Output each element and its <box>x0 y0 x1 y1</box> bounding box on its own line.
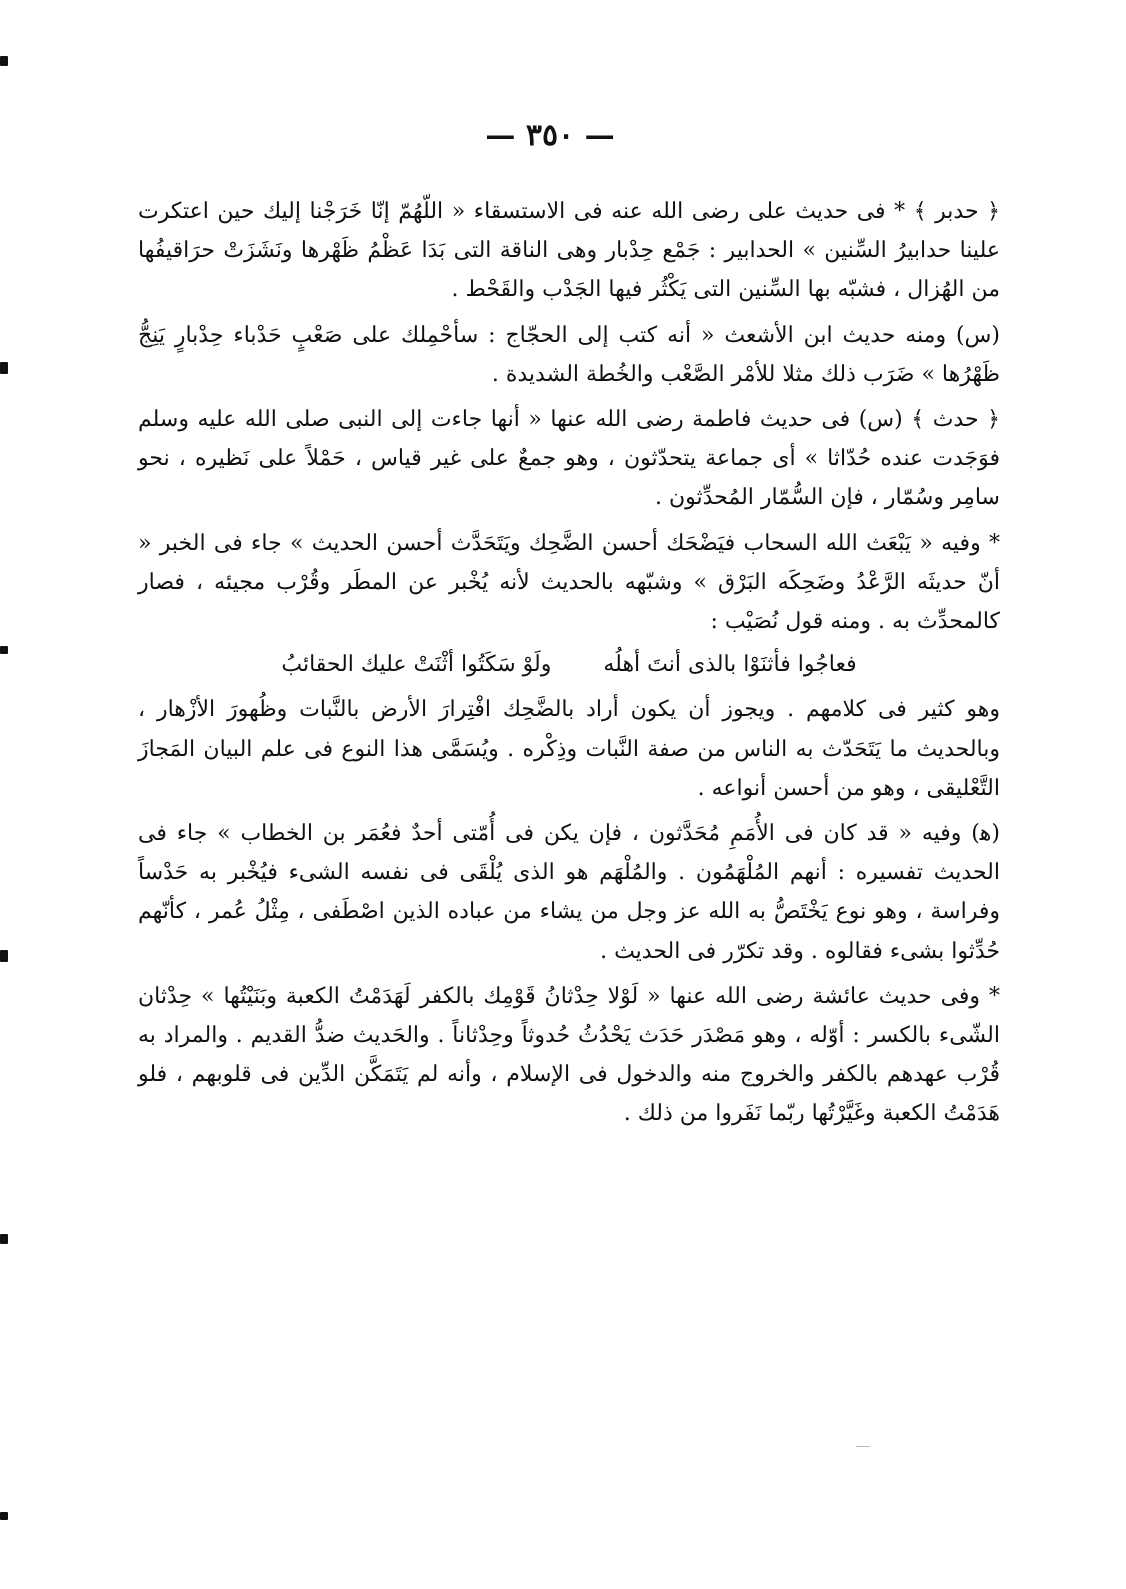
entry-hadath: ﴿ حدث ﴾ (س) فى حديث فاطمة رضى الله عنها « أنها جاءت إلى النبى صلى الله عليه وسلم فوَجَدت عنده حُدّاثا » أى جماعة يتحدّثون ، وهو جمعٌ على غير قياس ، حَمْلاً على نَظيره ، نحو سامِر وسُمّار ، فإن السُّمّار المُحدِّثون . <box>138 407 1000 511</box>
binding-mark <box>0 646 8 654</box>
binding-mark <box>0 1234 8 1244</box>
body-text <box>138 192 1000 1134</box>
binding-mark <box>0 56 8 66</box>
footer-mark <box>856 1446 870 1447</box>
binding-mark <box>0 1512 8 1520</box>
binding-mark <box>0 362 8 374</box>
poem-verse <box>138 645 1000 684</box>
binding-mark <box>0 950 8 962</box>
entry-ibn-al-ashath: (س) ومنه حديث ابن الأشعث « أنه كتب إلى الحجّاج : سأحْمِلك على صَعْبٍ حَدْباء حِدْبارٍ يَنِجُّ ظَهْرُها » ضَرَب ذلك مثلا للأمْر الصَّعْب والخُطة الشديدة . <box>138 322 1000 387</box>
entry-hadbar: ﴿ حدبر ﴾ * فى حديث على رضى الله عنه فى الاستسقاء « اللّهُمّ إنّا خَرَجْنا إليك حين اعتكرت علينا حدابيرُ السِّنين » الحدابير : جَمْع حِدْبار وهى الناقة التى بَدَا عَظْمُ ظَهْرها ونَشَزَتْ حرَاقيفُها من الهُزال ، فشبّه بها السِّنين التى يَكْثُر فيها الجَدْب والقَحْط . <box>138 199 1000 303</box>
poem-hemistich-right: فعاجُوا فأثنَوْا بالذى أنتَ أهلُه <box>603 652 857 678</box>
entry-hidthan: * وفى حديث عائشة رضى الله عنها « لَوْلا حِدْثانُ قَوْمِك بالكفر لَهَدَمْتُ الكعبة وبَنَيْتُها » حِدْثان الشّىء بالكسر : أوّله ، وهو مَصْدَر حَدَث يَحْدُثُ حُدوثاً وحِدْثاناً . والحَديث ضدُّ القديم . والمراد به قُرْب عهدهم بالكفر والخروج منه والدخول فى الإسلام ، وأنه لم يَتَمَكَّن الدِّين فى قلوبهم ، فلو هَدَمْتُ الكعبة وغَيَّرْتُها ربّما نَفَروا من ذلك . <box>138 983 1000 1127</box>
entry-laughter-explanation: وهو كثير فى كلامهم . ويجوز أن يكون أراد بالضَّحِك افْتِرارَ الأرض بالنَّبات وظُهورَ الأزْهار ، وبالحديث ما يَتَحَدّث به الناس من صفة النَّبات وذِكْره . ويُسَمَّى هذا النوع فى علم البيان المَجازَ التَّعْليقى ، وهو من أحسن أنواعه . <box>138 697 1000 801</box>
poem-hemistich-left: ولَوْ سَكَتُوا أثْنَتْ عليك الحقائبُ <box>281 652 552 678</box>
entry-muhaddathun: (ﻫ) وفيه « قد كان فى الأُمَمِ مُحَدَّثون ، فإن يكن فى أُمّتى أحدٌ فعُمَر بن الخطاب » جاء فى الحديث تفسيره : أنهم المُلْهَمُون . والمُلْهَم هو الذى يُلْقَى فى نفسه الشىء فيُخْبر به حَدْساً وفراسة ، وهو نوع يَخْتَصُّ به الله عز وجل من يشاء من عباده الذين اصْطَفى ، مِثْلُ عُمر ، كأنّهم حُدِّثوا بشىء فقالوه . وقد تكرّر فى الحديث . <box>138 821 1000 964</box>
page-number: — ٣٥٠ — <box>485 118 615 153</box>
entry-clouds-laugh: * وفيه « يَبْعَث الله السحاب فيَضْحَك أحسن الضَّحِك ويَتَحَدَّث أحسن الحديث » جاء فى الخبر « أنّ حديثَه الرَّعْدُ وضَحِكَه البَرْق » وشبّهه بالحديث لأنه يُخْبر عن المطَر وقُرْب مجيئه ، فصار كالمحدِّث به . ومنه قول نُصَيْب : <box>138 530 1000 635</box>
